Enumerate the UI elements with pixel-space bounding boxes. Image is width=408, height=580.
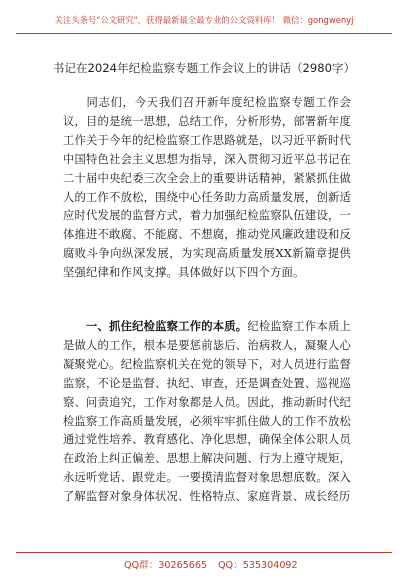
opening-paragraph [63, 94, 351, 283]
header-divider [16, 33, 392, 34]
section-1-paragraph [63, 318, 351, 507]
header-banner: 关注头条号"公文研究"，获得最新最全最专业的公文资料库！ 微信：gongwenyj [54, 15, 354, 25]
section-1-heading: 一、抓住纪检监察工作的本质。 [86, 320, 248, 333]
document-title: 书记在2024年纪检监察专题工作会议上的讲话（2980字） [52, 61, 356, 75]
section-1-body: 纪检监察工作本质上是做人的工作，根本是要惩前毖后、治病救人，凝聚人心凝聚党心。纪检监察机关在党的领导下，对人员进行监督监察，不论是监督、执纪、审查，还是调查处置、巡视巡察、问责追究，工作对象都是人员。因此，推动新时代纪检监察工作高质量发展，必须牢牢抓住做人的工作不放松通过党性培养、教育感化、净化思想，确保全体公职人员在政治上纠正偏差、思想上解决问题、行为上遵守规矩，永远听党话、跟党走。一要摸清监督对象思想底数。深入了解监督对象身体状况、性格特点、家庭背景、成长经历 [63, 320, 351, 504]
footer-qq-contact: QQ：535304092 [218, 560, 298, 571]
footer-qq-group: QQ群：30265665 [124, 560, 208, 571]
opening-paragraph-text: 同志们，今天我们召开新年度纪检监察专题工作会议，目的是统一思想，总结工作，分析形势，部署新年度工作关于今年的纪检监察工作思路就是，以习近平新时代中国特色社会主义思想为指导，深入贯彻习近平总书记在二十届中央纪委三次全会上的重要讲话精神，紧紧抓住做人的工作不放松，围绕中心任务助力高质量发展，创新适应时代发展的监督方式，着力加强纪检监察队伍建设，一体推进不敢腐、不能腐、不想腐，推动党风廉政建设和反腐败斗争向纵深发展，为实现高质量发展XX新篇章提供坚强纪律和作风支撑。具体做好以下四个方面。 [63, 96, 351, 280]
footer-divider [16, 552, 392, 553]
